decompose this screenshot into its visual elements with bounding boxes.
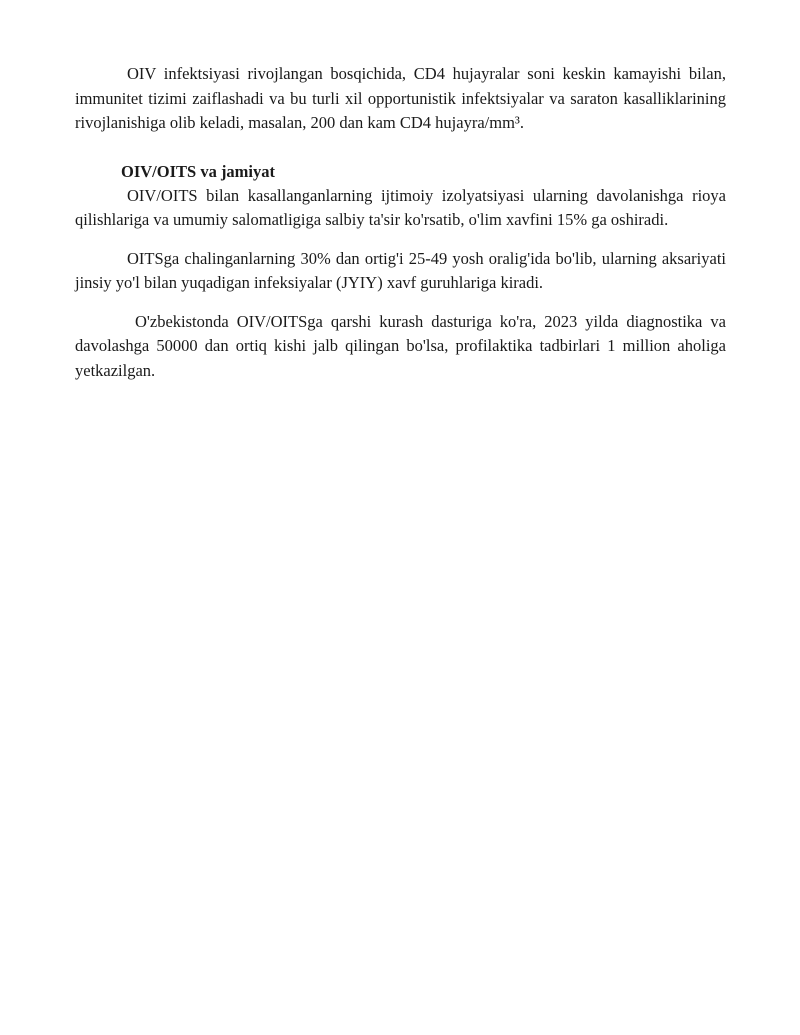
section-heading: OIV/OITS va jamiyat — [121, 161, 276, 181]
paragraph-advanced-stage: OIV infektsiyasi rivojlangan bosqichida, CD4 hujayralar soni keskin kamayishi bilan, immunitet tizimi zaiflashadi va bu turli xil opportunistik infektsiyalar va saraton kasalliklarining rivojlanishiga olib keladi, masalan, 200 dan kam CD4 hujayra/mm³. — [75, 64, 726, 132]
paragraph-social-isolation: OIV/OITS bilan kasallanganlarning ijtimoiy izolyatsiyasi ularning davolanishga rioya qilishlariga va umumiy salomatligiga salbiy ta'sir ko'rsatib, o'lim xavfini 15% ga oshiradi. — [75, 185, 726, 229]
document-page — [75, 62, 726, 383]
paragraph-age-groups: OITSga chalinganlarning 30% dan ortig'i 25-49 yosh oralig'ida bo'lib, ularning aksariyati jinsiy yo'l bilan yuqadigan infeksiyalar (JYIY) xavf guruhlariga kiradi. — [75, 248, 726, 292]
paragraph-uzbekistan-program: O'zbekistonda OIV/OITSga qarshi kurash dasturiga ko'ra, 2023 yilda diagnostika va davolashga 50000 dan ortiq kishi jalb qilingan bo'lsa, profilaktika tadbirlari 1 million aholiga yetkazilgan. — [75, 311, 726, 380]
